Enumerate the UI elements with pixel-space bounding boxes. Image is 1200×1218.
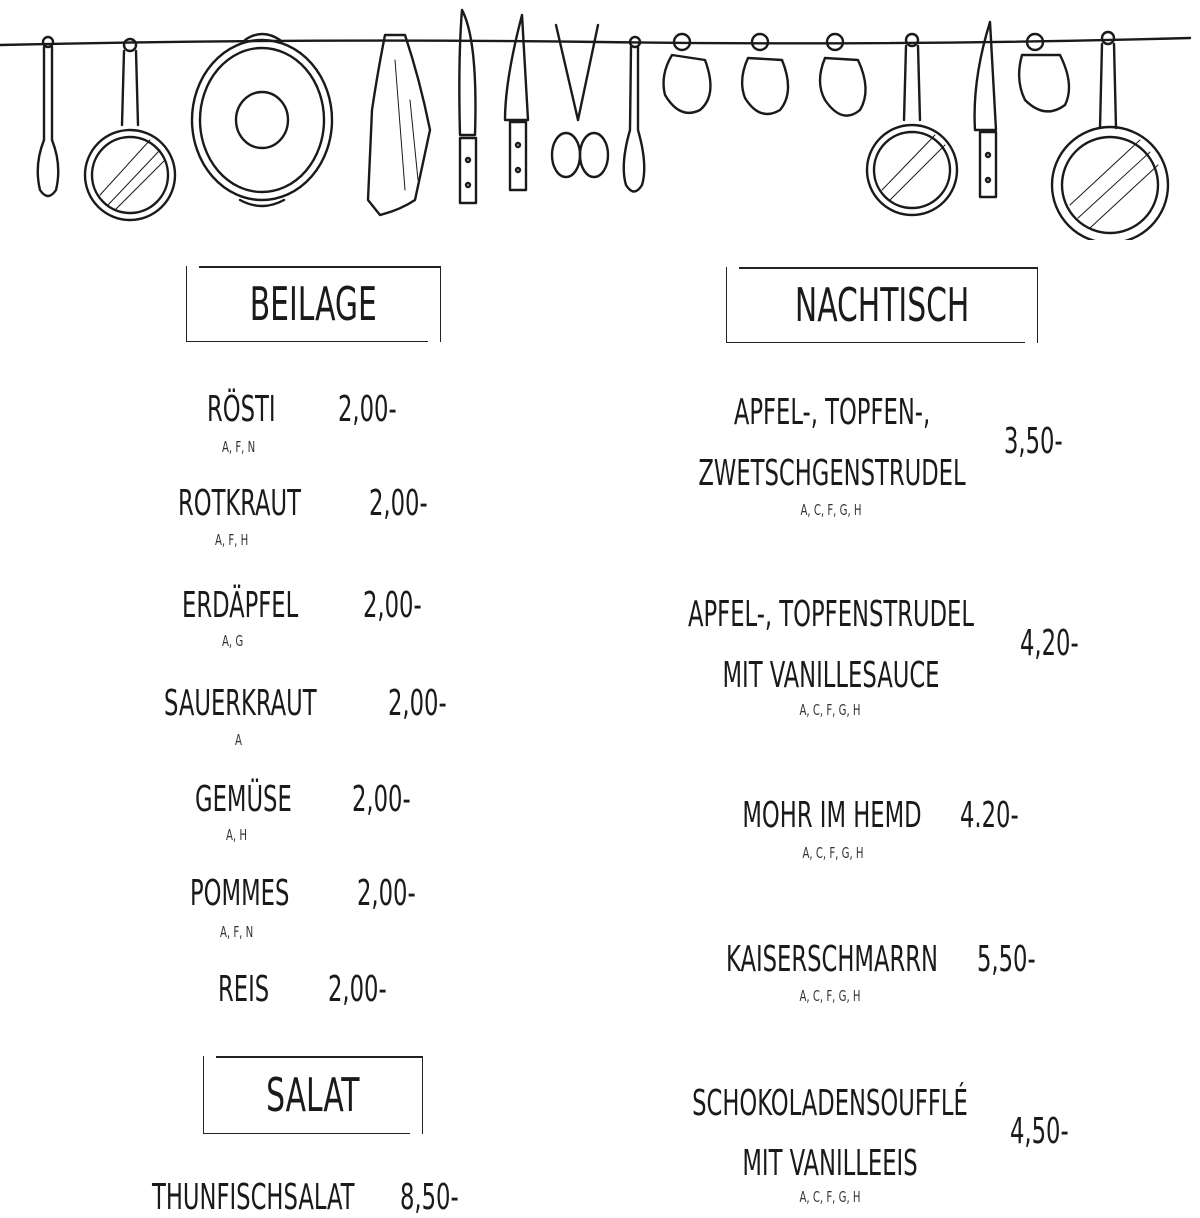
- beilage-item-allergens: A, F, H: [215, 531, 249, 549]
- ladle-icon: [38, 37, 59, 196]
- hanging-utensils-illustration: [0, 0, 1200, 240]
- beilage-item-price: 2,00-: [338, 389, 397, 430]
- measuring-cup-icon: [1019, 34, 1069, 111]
- measuring-cup-icon: [664, 34, 711, 113]
- beilage-item-name: ROTKRAUT: [178, 483, 301, 524]
- nachtisch-item-price: 5,50-: [977, 939, 1036, 980]
- beilage-item-price: 2,00-: [357, 873, 416, 914]
- beilage-item-allergens: A: [235, 731, 242, 749]
- frying-pan-icon: [867, 34, 957, 215]
- nachtisch-item-price: 3,50-: [1004, 421, 1063, 462]
- scissors-icon: [552, 25, 608, 177]
- salat-item-name: THUNFISCHSALAT: [152, 1177, 355, 1218]
- beilage-item-allergens: A, G: [222, 632, 244, 650]
- nachtisch-item-allergens: A, C, F, G, H: [800, 501, 862, 519]
- nachtisch-item-price: 4.20-: [960, 795, 1019, 836]
- nachtisch-item-name-line2: ZWETSCHGENSTRUDEL: [698, 453, 966, 494]
- nachtisch-item-name-line2: MIT VANILLEEIS: [742, 1143, 918, 1184]
- nachtisch-item-name-line1: SCHOKOLADENSOUFFLÉ: [692, 1083, 968, 1124]
- section-heading-salat: SALAT: [266, 1068, 360, 1122]
- section-heading-box-beilage: [186, 266, 441, 342]
- beilage-item-name: POMMES: [190, 873, 290, 914]
- pot-lid-icon: [192, 34, 332, 206]
- beilage-item-name: RÖSTI: [207, 389, 276, 430]
- nachtisch-item-name-line1: APFEL-, TOPFENSTRUDEL: [688, 594, 974, 635]
- section-heading-box-salat: [203, 1056, 423, 1134]
- beilage-item-price: 2,00-: [363, 585, 422, 626]
- beilage-item-allergens: A, H: [226, 826, 247, 844]
- knife-icon: [975, 22, 996, 197]
- knife-icon: [459, 10, 476, 203]
- beilage-item-name: ERDÄPFEL: [182, 585, 299, 626]
- nachtisch-item-allergens: A, C, F, G, H: [802, 844, 864, 862]
- beilage-item-price: 2,00-: [328, 969, 387, 1010]
- nachtisch-item-name-line1: KAISERSCHMARRN: [726, 939, 938, 980]
- nachtisch-item-name-line2: MIT VANILLESAUCE: [722, 655, 940, 696]
- towel-icon: [368, 35, 430, 215]
- frying-pan-icon: [85, 39, 175, 220]
- salat-item-price: 8,50-: [400, 1177, 459, 1218]
- nachtisch-item-allergens: A, C, F, G, H: [799, 1188, 861, 1206]
- nachtisch-item-allergens: A, C, F, G, H: [799, 701, 861, 719]
- nachtisch-item-price: 4,50-: [1010, 1111, 1069, 1152]
- beilage-item-price: 2,00-: [369, 483, 428, 524]
- beilage-item-allergens: A, F, N: [220, 923, 254, 941]
- beilage-item-allergens: A, F, N: [222, 438, 256, 456]
- section-heading-beilage: BEILAGE: [249, 277, 378, 331]
- nachtisch-item-allergens: A, C, F, G, H: [799, 987, 861, 1005]
- measuring-cup-icon: [820, 34, 866, 116]
- section-heading-nachtisch: NACHTISCH: [794, 278, 970, 332]
- nachtisch-item-name-line1: APFEL-, TOPFEN-,: [733, 392, 931, 433]
- beilage-item-name: GEMÜSE: [195, 779, 292, 820]
- measuring-cup-icon: [742, 34, 788, 114]
- frying-pan-icon: [1052, 32, 1168, 240]
- beilage-item-name: REIS: [218, 969, 270, 1010]
- beilage-item-price: 2,00-: [388, 683, 447, 724]
- beilage-item-name: SAUERKRAUT: [164, 683, 317, 724]
- nachtisch-item-price: 4,20-: [1020, 623, 1079, 664]
- spoon-icon: [624, 37, 645, 192]
- section-heading-box-nachtisch: [726, 267, 1038, 343]
- nachtisch-item-name-line1: MOHR IM HEMD: [742, 795, 922, 836]
- beilage-item-price: 2,00-: [352, 779, 411, 820]
